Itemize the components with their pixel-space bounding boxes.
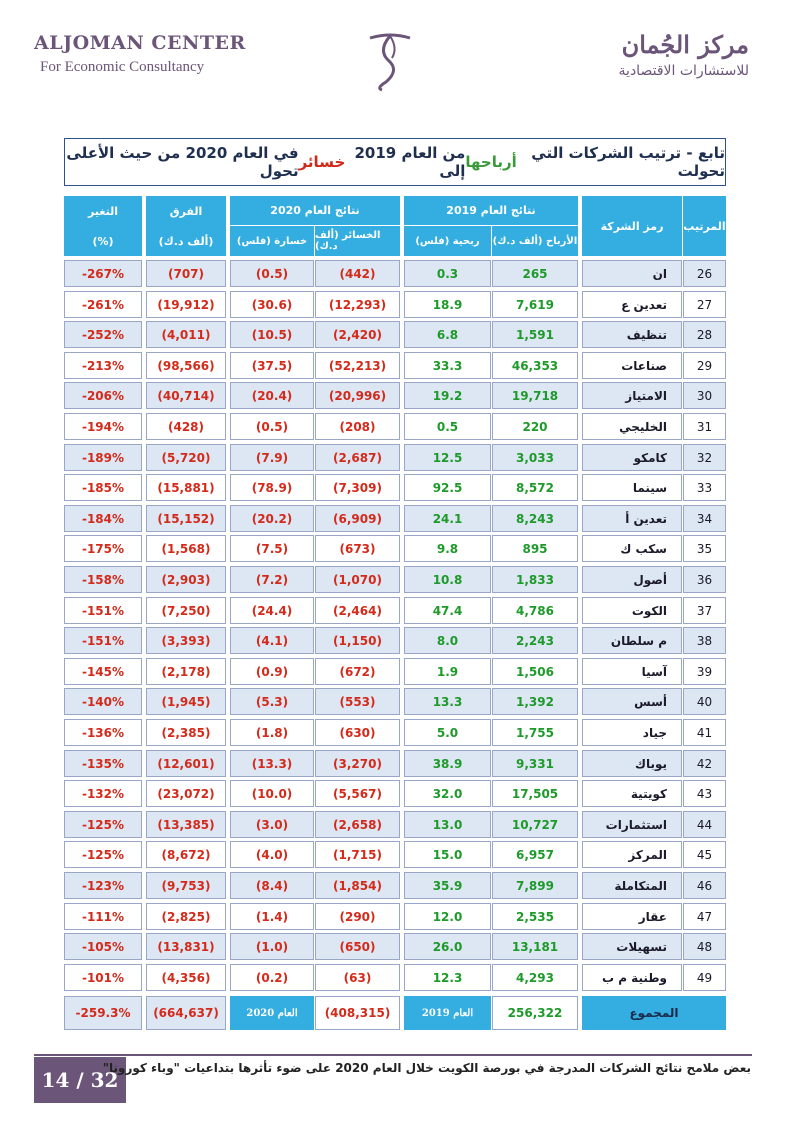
- cell-pct: -213%: [64, 352, 142, 379]
- cell-loss: (672): [315, 658, 400, 685]
- cell-pct: -123%: [64, 872, 142, 899]
- cell-pct: -261%: [64, 291, 142, 318]
- cell-loss: (553): [315, 688, 400, 715]
- cell-profit: 17,505: [492, 780, 578, 807]
- cell-pct: -252%: [64, 321, 142, 348]
- cell-eps19: 0.5: [404, 413, 491, 440]
- cell-pct: -135%: [64, 750, 142, 777]
- cell-loss: (2,464): [315, 597, 400, 624]
- cell-diff: (1,945): [146, 688, 226, 715]
- cell-profit: 6,957: [492, 841, 578, 868]
- cell-loss: (20,996): [315, 382, 400, 409]
- cell-diff: (1,568): [146, 535, 226, 562]
- header-results-2020: نتائج العام 2020: [230, 196, 400, 226]
- cell-eps19: 9.8: [404, 535, 491, 562]
- cell-pct: -185%: [64, 474, 142, 501]
- cell-pct: -184%: [64, 505, 142, 532]
- page-number: 14 / 32: [34, 1057, 126, 1103]
- cell-diff: (2,903): [146, 566, 226, 593]
- cell-rank: 32: [683, 444, 726, 471]
- cell-diff: (13,831): [146, 933, 226, 960]
- cell-profit: 3,033: [492, 444, 578, 471]
- cell-name: ان: [582, 260, 682, 287]
- cell-profit: 2,535: [492, 903, 578, 930]
- cell-rank: 41: [683, 719, 726, 746]
- cell-profit: 4,786: [492, 597, 578, 624]
- cell-diff: (19,912): [146, 291, 226, 318]
- company-logo-en: [34, 32, 246, 76]
- cell-pct: -175%: [64, 535, 142, 562]
- cell-eps20: (37.5): [230, 352, 314, 379]
- cell-loss: (630): [315, 719, 400, 746]
- cell-eps20: (78.9): [230, 474, 314, 501]
- cell-profit: 13,181: [492, 933, 578, 960]
- cell-profit: 1,506: [492, 658, 578, 685]
- cell-profit: 7,899: [492, 872, 578, 899]
- cell-profit: 1,833: [492, 566, 578, 593]
- cell-pct: -151%: [64, 627, 142, 654]
- cell-name: أسس: [582, 688, 682, 715]
- cell-rank: 47: [683, 903, 726, 930]
- cell-profit: 1,755: [492, 719, 578, 746]
- cell-pct: -105%: [64, 933, 142, 960]
- cell-rank: 37: [683, 597, 726, 624]
- cell-eps20: (7.5): [230, 535, 314, 562]
- title-part1: تابع - ترتيب الشركات التي تحولت: [531, 144, 725, 180]
- cell-rank: 45: [683, 841, 726, 868]
- cell-eps19: 15.0: [404, 841, 491, 868]
- cell-rank: 40: [683, 688, 726, 715]
- cell-name: م سلطان: [582, 627, 682, 654]
- cell-name: يوباك: [582, 750, 682, 777]
- cell-loss: (12,293): [315, 291, 400, 318]
- cell-eps20: (13.3): [230, 750, 314, 777]
- cell-diff: (2,825): [146, 903, 226, 930]
- cell-pct: -125%: [64, 811, 142, 838]
- cell-loss: (1,854): [315, 872, 400, 899]
- cell-rank: 30: [683, 382, 726, 409]
- cell-loss: (673): [315, 535, 400, 562]
- cell-pct: -145%: [64, 658, 142, 685]
- cell-eps19: 24.1: [404, 505, 491, 532]
- cell-loss: (2,658): [315, 811, 400, 838]
- aljoman-logo-icon: [364, 30, 416, 92]
- cell-eps19: 18.9: [404, 291, 491, 318]
- cell-diff: (7,250): [146, 597, 226, 624]
- cell-eps20: (20.2): [230, 505, 314, 532]
- cell-eps20: (1.8): [230, 719, 314, 746]
- cell-eps19: 47.4: [404, 597, 491, 624]
- cell-pct: -194%: [64, 413, 142, 440]
- cell-name: وطنية م ب: [582, 964, 682, 991]
- cell-profit: 220: [492, 413, 578, 440]
- cell-rank: 48: [683, 933, 726, 960]
- cell-profit: 19,718: [492, 382, 578, 409]
- cell-eps20: (20.4): [230, 382, 314, 409]
- cell-eps20: (30.6): [230, 291, 314, 318]
- cell-profit: 1,591: [492, 321, 578, 348]
- cell-diff: (9,753): [146, 872, 226, 899]
- cell-rank: 35: [683, 535, 726, 562]
- cell-loss: (442): [315, 260, 400, 287]
- header-symbol: رمز الشركة: [582, 196, 682, 256]
- cell-name: تسهيلات: [582, 933, 682, 960]
- cell-name: جياد: [582, 719, 682, 746]
- cell-pct: -136%: [64, 719, 142, 746]
- cell-rank: 28: [683, 321, 726, 348]
- cell-loss: (650): [315, 933, 400, 960]
- cell-pct: -267%: [64, 260, 142, 287]
- cell-eps19: 19.2: [404, 382, 491, 409]
- total-year-2019-label: العام 2019: [404, 996, 491, 1030]
- header-results-2019: نتائج العام 2019: [404, 196, 578, 226]
- cell-diff: (12,601): [146, 750, 226, 777]
- total-change: -259.3%: [64, 996, 142, 1030]
- table-title: [64, 138, 726, 186]
- cell-profit: 46,353: [492, 352, 578, 379]
- cell-rank: 49: [683, 964, 726, 991]
- title-profits-word: أرباحها: [465, 153, 517, 171]
- cell-eps20: (10.0): [230, 780, 314, 807]
- cell-eps20: (0.5): [230, 413, 314, 440]
- cell-diff: (23,072): [146, 780, 226, 807]
- cell-diff: (2,178): [146, 658, 226, 685]
- cell-loss: (2,687): [315, 444, 400, 471]
- footer-divider: [34, 1054, 752, 1056]
- title-losses-word: خسائر: [298, 153, 346, 171]
- cell-name: الكوت: [582, 597, 682, 624]
- cell-eps19: 12.0: [404, 903, 491, 930]
- cell-eps19: 1.9: [404, 658, 491, 685]
- cell-profit: 8,243: [492, 505, 578, 532]
- cell-name: تعدين ع: [582, 291, 682, 318]
- total-diff: (664,637): [146, 996, 226, 1030]
- cell-loss: (290): [315, 903, 400, 930]
- cell-eps19: 92.5: [404, 474, 491, 501]
- header-diff-unit: (ألف د.ك): [146, 226, 226, 256]
- cell-diff: (4,011): [146, 321, 226, 348]
- cell-name: استثمارات: [582, 811, 682, 838]
- cell-rank: 26: [683, 260, 726, 287]
- cell-profit: 4,293: [492, 964, 578, 991]
- cell-rank: 42: [683, 750, 726, 777]
- cell-eps20: (10.5): [230, 321, 314, 348]
- cell-eps20: (0.9): [230, 658, 314, 685]
- cell-loss: (3,270): [315, 750, 400, 777]
- cell-eps19: 35.9: [404, 872, 491, 899]
- cell-diff: (8,672): [146, 841, 226, 868]
- cell-eps19: 13.0: [404, 811, 491, 838]
- cell-name: سينما: [582, 474, 682, 501]
- header-losses: الخسائر (ألف د.ك): [315, 226, 400, 256]
- cell-eps20: (0.5): [230, 260, 314, 287]
- cell-loss: (5,567): [315, 780, 400, 807]
- cell-name: المركز: [582, 841, 682, 868]
- cell-loss: (52,213): [315, 352, 400, 379]
- cell-name: تنظيف: [582, 321, 682, 348]
- company-subtitle-en: For Economic Consultancy: [40, 59, 205, 75]
- cell-pct: -158%: [64, 566, 142, 593]
- cell-pct: -132%: [64, 780, 142, 807]
- header-profitability: ربحية (فلس): [404, 226, 491, 256]
- cell-eps20: (24.4): [230, 597, 314, 624]
- cell-rank: 36: [683, 566, 726, 593]
- cell-profit: 265: [492, 260, 578, 287]
- cell-loss: (2,420): [315, 321, 400, 348]
- cell-loss: (208): [315, 413, 400, 440]
- cell-rank: 31: [683, 413, 726, 440]
- cell-diff: (40,714): [146, 382, 226, 409]
- company-logo-ar: [619, 30, 749, 79]
- cell-profit: 2,243: [492, 627, 578, 654]
- cell-rank: 38: [683, 627, 726, 654]
- cell-pct: -151%: [64, 597, 142, 624]
- cell-diff: (5,720): [146, 444, 226, 471]
- cell-name: آسيا: [582, 658, 682, 685]
- footer-caption: بعض ملامح نتائج الشركات المدرجة في بورصة الكويت خلال العام 2020 على ضوء تأثرها بتداعيات "وباء كورونا": [102, 1061, 751, 1075]
- title-part3: في العام 2020 من حيث الأعلى تحول: [66, 144, 299, 180]
- company-subtitle-ar: للاستشارات الاقتصادية: [618, 63, 749, 79]
- cell-eps20: (3.0): [230, 811, 314, 838]
- header-profits: الأرباح (ألف د.ك): [492, 226, 578, 256]
- cell-name: المتكاملة: [582, 872, 682, 899]
- cell-pct: -189%: [64, 444, 142, 471]
- cell-name: سكب ك: [582, 535, 682, 562]
- cell-rank: 29: [683, 352, 726, 379]
- header-change: التغير: [64, 196, 142, 226]
- cell-name: أصول: [582, 566, 682, 593]
- cell-profit: 9,331: [492, 750, 578, 777]
- cell-loss: (1,150): [315, 627, 400, 654]
- cell-loss: (1,070): [315, 566, 400, 593]
- cell-rank: 34: [683, 505, 726, 532]
- total-label: المجموع: [582, 996, 726, 1030]
- cell-eps19: 6.8: [404, 321, 491, 348]
- header-diff: الفرق: [146, 196, 226, 226]
- cell-eps19: 8.0: [404, 627, 491, 654]
- cell-name: صناعات: [582, 352, 682, 379]
- cell-diff: (2,385): [146, 719, 226, 746]
- cell-rank: 39: [683, 658, 726, 685]
- cell-eps19: 12.5: [404, 444, 491, 471]
- cell-eps20: (1.0): [230, 933, 314, 960]
- cell-profit: 8,572: [492, 474, 578, 501]
- cell-pct: -125%: [64, 841, 142, 868]
- cell-diff: (3,393): [146, 627, 226, 654]
- cell-eps19: 13.3: [404, 688, 491, 715]
- cell-diff: (98,566): [146, 352, 226, 379]
- total-profits: 256,322: [492, 996, 578, 1030]
- header-rank: المرتيب: [683, 196, 726, 256]
- cell-loss: (63): [315, 964, 400, 991]
- cell-eps19: 32.0: [404, 780, 491, 807]
- cell-eps20: (1.4): [230, 903, 314, 930]
- cell-profit: 10,727: [492, 811, 578, 838]
- cell-pct: -111%: [64, 903, 142, 930]
- header-loss-fils: خسارة (فلس): [230, 226, 314, 256]
- cell-eps19: 5.0: [404, 719, 491, 746]
- total-year-2020-label: العام 2020: [230, 996, 314, 1030]
- cell-loss: (6,909): [315, 505, 400, 532]
- cell-eps20: (4.1): [230, 627, 314, 654]
- header-change-unit: (%): [64, 226, 142, 256]
- cell-name: الخليجي: [582, 413, 682, 440]
- cell-eps20: (0.2): [230, 964, 314, 991]
- cell-rank: 46: [683, 872, 726, 899]
- cell-eps20: (5.3): [230, 688, 314, 715]
- cell-eps19: 0.3: [404, 260, 491, 287]
- cell-pct: -101%: [64, 964, 142, 991]
- cell-name: الامتياز: [582, 382, 682, 409]
- total-losses: (408,315): [315, 996, 400, 1030]
- cell-rank: 33: [683, 474, 726, 501]
- cell-rank: 27: [683, 291, 726, 318]
- cell-eps19: 12.3: [404, 964, 491, 991]
- cell-diff: (15,881): [146, 474, 226, 501]
- company-name-en: ALJOMAN CENTER: [34, 32, 246, 54]
- cell-name: تعدين أ: [582, 505, 682, 532]
- cell-diff: (13,385): [146, 811, 226, 838]
- cell-rank: 43: [683, 780, 726, 807]
- cell-eps20: (7.9): [230, 444, 314, 471]
- cell-diff: (15,152): [146, 505, 226, 532]
- cell-eps19: 10.8: [404, 566, 491, 593]
- cell-diff: (707): [146, 260, 226, 287]
- cell-pct: -140%: [64, 688, 142, 715]
- cell-diff: (428): [146, 413, 226, 440]
- cell-eps20: (4.0): [230, 841, 314, 868]
- cell-eps19: 33.3: [404, 352, 491, 379]
- cell-eps19: 26.0: [404, 933, 491, 960]
- cell-loss: (7,309): [315, 474, 400, 501]
- cell-profit: 7,619: [492, 291, 578, 318]
- title-part2: من العام 2019 إلى: [354, 144, 466, 180]
- cell-diff: (4,356): [146, 964, 226, 991]
- cell-name: كويتية: [582, 780, 682, 807]
- cell-rank: 44: [683, 811, 726, 838]
- company-name-ar: مركز الجُمان: [621, 30, 749, 59]
- cell-eps20: (8.4): [230, 872, 314, 899]
- cell-pct: -206%: [64, 382, 142, 409]
- cell-profit: 895: [492, 535, 578, 562]
- cell-name: عقار: [582, 903, 682, 930]
- cell-loss: (1,715): [315, 841, 400, 868]
- cell-eps20: (7.2): [230, 566, 314, 593]
- cell-eps19: 38.9: [404, 750, 491, 777]
- cell-name: كامكو: [582, 444, 682, 471]
- cell-profit: 1,392: [492, 688, 578, 715]
